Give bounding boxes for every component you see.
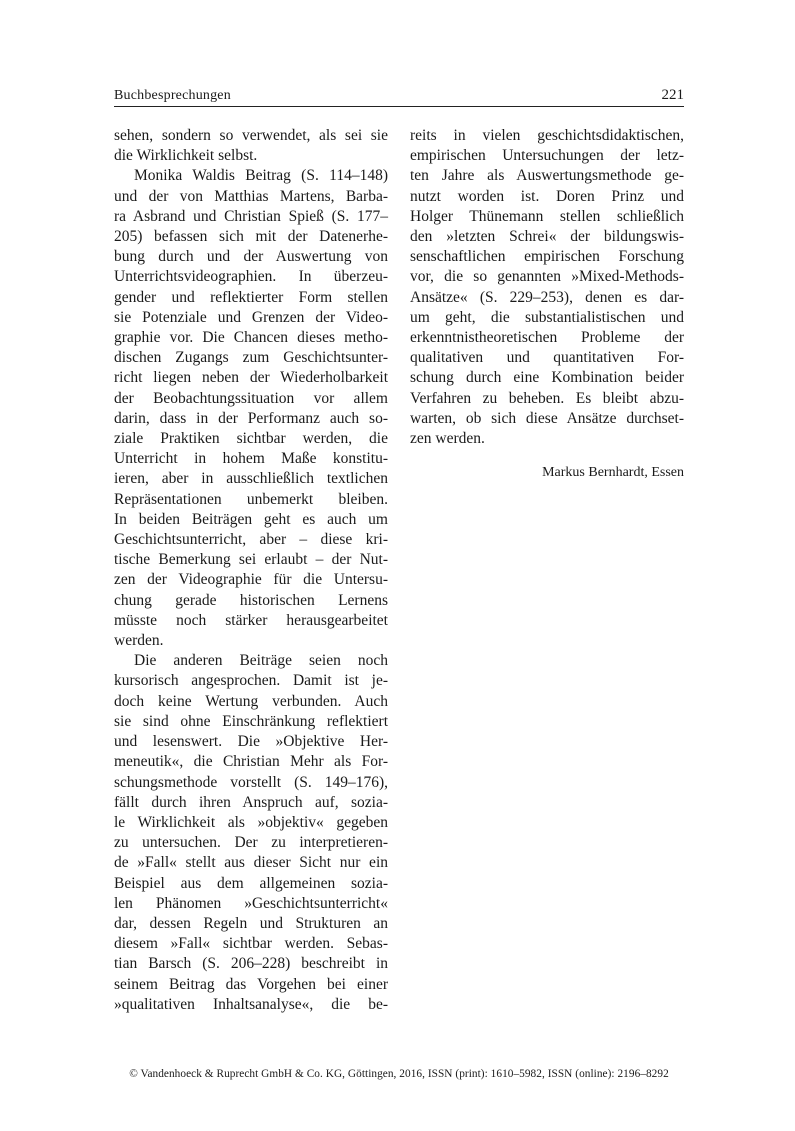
running-header bbox=[114, 86, 684, 107]
copyright-footer: © Vandenhoeck & Ruprecht GmbH & Co. KG, Göttingen, 2016, ISSN (print): 1610–5982, ISSN (online): 2196–8292 bbox=[129, 1068, 669, 1080]
text-line: erkenntnistheoretischen Probleme der bbox=[410, 329, 684, 347]
text-line: Ansätze« (S. 229–253), denen es dar- bbox=[410, 288, 684, 306]
text-line: reits in vielen geschichtsdidaktischen, bbox=[410, 127, 684, 144]
text-line: Unterricht in hohem Maße konstitu- bbox=[114, 450, 388, 468]
text-line: werden. bbox=[114, 632, 164, 650]
text-line: Monika Waldis Beitrag (S. 114–148) bbox=[134, 167, 388, 185]
right-column-text bbox=[410, 126, 684, 449]
text-line: dischen Zugangs zum Geschichtsunter- bbox=[114, 349, 388, 367]
text-line: und der von Matthias Martens, Barba- bbox=[114, 187, 388, 205]
text-line: warten, ob sich diese Ansätze durchset- bbox=[410, 409, 684, 427]
text-line: gender und reflektierter Form stellen bbox=[114, 288, 388, 306]
text-line: Die anderen Beiträge seien noch bbox=[134, 652, 388, 670]
text-line: der Beobachtungssituation vor allem bbox=[114, 389, 388, 407]
text-line: diesem »Fall« sichtbar werden. Sebas- bbox=[114, 935, 388, 953]
page-number: 221 bbox=[661, 87, 684, 103]
text-line: seinem Beitrag das Vorgehen bei einer bbox=[114, 975, 388, 993]
text-line: schung durch eine Kombination beider bbox=[410, 369, 684, 387]
text-line: chung gerade historischen Lernens bbox=[114, 591, 388, 609]
text-line: sie sind ohne Einschränkung reflektiert bbox=[114, 712, 388, 730]
right-column bbox=[410, 126, 684, 483]
text-line: le Wirklichkeit als »objektiv« gegeben bbox=[114, 813, 388, 831]
text-line: Geschichtsunterricht, aber – diese kri- bbox=[114, 531, 388, 549]
text-line: um geht, die substantialistischen und bbox=[410, 308, 684, 326]
text-line: Holger Thünemann stellen schließlich bbox=[410, 207, 684, 225]
text-line: zen der Videographie für die Untersu- bbox=[114, 571, 388, 589]
text-line: 205) befassen sich mit der Datenerhe- bbox=[114, 228, 388, 246]
text-line: In beiden Beiträgen geht es auch um bbox=[114, 510, 388, 528]
reviewer-signature: Markus Bernhardt, Essen bbox=[542, 465, 684, 481]
left-column bbox=[114, 126, 388, 1015]
text-line: ieren, aber in ausschließlich textlichen bbox=[114, 470, 388, 488]
text-line: kursorisch angesprochen. Damit ist je- bbox=[114, 672, 388, 690]
text-line: qualitativen und quantitativen For- bbox=[410, 349, 684, 367]
text-line: meneutik«, die Christian Mehr als For- bbox=[114, 753, 388, 771]
text-line: müsste noch stärker herausgearbeitet bbox=[114, 611, 388, 629]
text-line: die Wirklichkeit selbst. bbox=[114, 147, 258, 165]
text-line: sehen, sondern so verwendet, als sei sie bbox=[114, 127, 388, 144]
text-line: ten Jahre als Auswertungsmethode ge- bbox=[410, 167, 684, 185]
text-line: Unterrichtsvideographien. In überzeu- bbox=[114, 268, 388, 286]
text-line: de »Fall« stellt aus dieser Sicht nur ein bbox=[114, 854, 388, 872]
text-line: doch keine Wertung verbunden. Auch bbox=[114, 692, 388, 710]
text-line: ziale Praktiken sichtbar werden, die bbox=[114, 430, 388, 448]
text-line: dar, dessen Regeln und Strukturen an bbox=[114, 914, 388, 932]
text-line: schungsmethode vorstellt (S. 149–176), bbox=[114, 773, 388, 791]
text-line: und lesenswert. Die »Objektive Her- bbox=[114, 733, 388, 751]
text-line: vor, die so genannten »Mixed-Methods- bbox=[410, 268, 684, 286]
text-line: senschaftlichen empirischen Forschung bbox=[410, 248, 684, 266]
text-line: darin, dass in der Performanz auch so- bbox=[114, 409, 388, 427]
text-line: »qualitativen Inhaltsanalyse«, die be- bbox=[114, 995, 388, 1013]
text-line: len Phänomen »Geschichtsunterricht« bbox=[114, 894, 388, 912]
text-line: Beispiel aus dem allgemeinen sozia- bbox=[114, 874, 388, 892]
text-line: den »letzten Schrei« der bildungswis- bbox=[410, 228, 684, 246]
text-line: Verfahren zu beheben. Es bleibt abzu- bbox=[410, 389, 684, 407]
text-line: tische Bemerkung sei erlaubt – der Nut- bbox=[114, 551, 388, 569]
text-line: graphie vor. Die Chancen dieses metho- bbox=[114, 329, 388, 347]
text-line: ra Asbrand und Christian Spieß (S. 177– bbox=[114, 207, 388, 225]
text-line: sie Potenziale und Grenzen der Video- bbox=[114, 308, 388, 326]
text-line: nutzt worden ist. Doren Prinz und bbox=[410, 187, 684, 205]
text-line: zu untersuchen. Der zu interpretieren- bbox=[114, 834, 388, 852]
text-line: bung durch und der Auswertung von bbox=[114, 248, 388, 266]
section-title: Buchbesprechungen bbox=[114, 88, 231, 103]
text-line: empirischen Untersuchungen der letz- bbox=[410, 147, 684, 165]
text-line: zen werden. bbox=[410, 430, 485, 448]
text-line: tian Barsch (S. 206–228) beschreibt in bbox=[114, 955, 388, 973]
text-line: Repräsentationen unbemerkt bleiben. bbox=[114, 490, 388, 508]
text-line: richt liegen neben der Wiederholbarkeit bbox=[114, 369, 388, 387]
text-line: fällt durch ihren Anspruch auf, sozia- bbox=[114, 793, 388, 811]
